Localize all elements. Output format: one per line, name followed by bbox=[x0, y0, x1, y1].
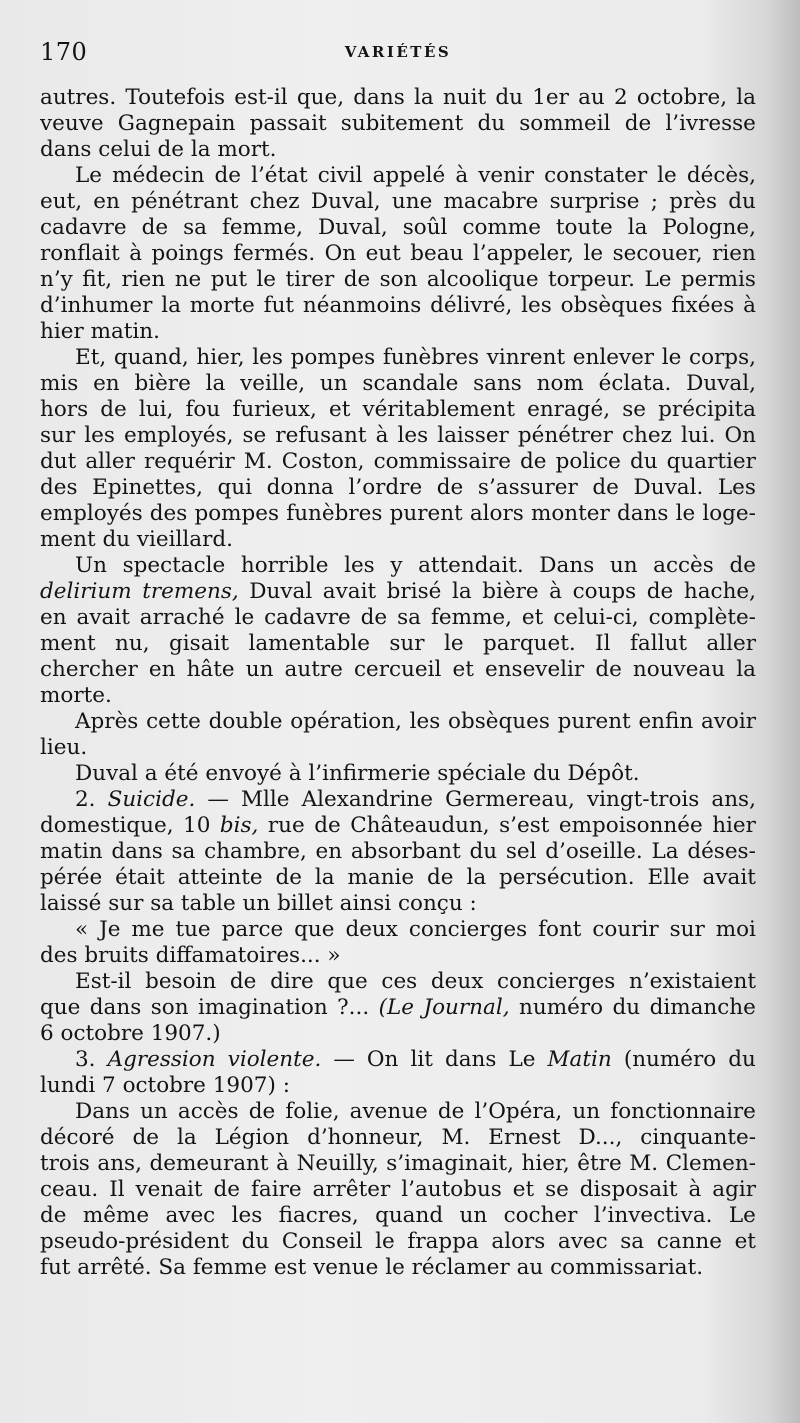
body-text bbox=[40, 85, 756, 1281]
text-line: chercher en hâte un autre cercueil et ensevelir de nouveau la bbox=[40, 657, 756, 682]
text-line: eut, en pénétrant chez Duval, une macabre surprise ; près du bbox=[40, 189, 756, 214]
text-line: trois ans, demeurant à Neuilly, s’imaginait, hier, être M. Clemen- bbox=[40, 1151, 756, 1176]
text-line: d’inhumer la morte fut néanmoins délivré, les obsèques fixées à bbox=[40, 293, 756, 318]
text-line: n’y fit, rien ne put le tirer de son alcoolique torpeur. Le permis bbox=[40, 267, 756, 292]
text-line: pseudo-président du Conseil le frappa alors avec sa canne et bbox=[40, 1229, 756, 1254]
text-line: Dans un accès de folie, avenue de l’Opéra, un fonctionnaire bbox=[75, 1099, 756, 1124]
running-head: VARIÉTÉS bbox=[344, 43, 452, 61]
text-line: delirium tremens, Duval avait brisé la bière à coups de hache, bbox=[40, 579, 756, 604]
text-line: Le médecin de l’état civil appelé à venir constater le décès, bbox=[75, 163, 756, 188]
text-line: veuve Gagnepain passait subitement du sommeil de l’ivresse bbox=[40, 111, 756, 136]
text-line: autres. Toutefois est-il que, dans la nuit du 1er au 2 octobre, la bbox=[40, 85, 756, 110]
text-line: Un spectacle horrible les y attendait. Dans un accès de bbox=[75, 553, 756, 578]
text-line: ment du vieillard. bbox=[40, 527, 233, 552]
text-line: Après cette double opération, les obsèques purent enfin avoir bbox=[75, 709, 756, 734]
text-line: lieu. bbox=[40, 735, 88, 760]
text-line: de même avec les fiacres, quand un cocher l’invectiva. Le bbox=[40, 1203, 756, 1228]
text-line: 2. Suicide. — Mlle Alexandrine Germereau, vingt-trois ans, bbox=[75, 787, 756, 812]
text-line: 3. Agression violente. — On lit dans Le Matin (numéro du bbox=[75, 1047, 756, 1072]
text-line: Est-il besoin de dire que ces deux concierges n’existaient bbox=[75, 969, 756, 994]
text-line: hors de lui, fou furieux, et véritablement enragé, se précipita bbox=[40, 397, 756, 422]
text-line: décoré de la Légion d’honneur, M. Ernest D..., cinquante- bbox=[40, 1125, 756, 1150]
text-line: cadavre de sa femme, Duval, soûl comme toute la Pologne, bbox=[40, 215, 756, 240]
text-line: lundi 7 octobre 1907) : bbox=[40, 1073, 290, 1098]
text-line: des Epinettes, qui donna l’ordre de s’assurer de Duval. Les bbox=[40, 475, 756, 500]
text-line: morte. bbox=[40, 683, 112, 708]
text-line: ceau. Il venait de faire arrêter l’autobus et se disposait à agir bbox=[40, 1177, 756, 1202]
text-line: hier matin. bbox=[40, 319, 160, 344]
text-line: ronflait à poings fermés. On eut beau l’appeler, le secouer, rien bbox=[40, 241, 756, 266]
text-line: 6 octobre 1907.) bbox=[40, 1021, 221, 1046]
text-line: dut aller requérir M. Coston, commissaire de police du quartier bbox=[40, 449, 756, 474]
text-line: pérée était atteinte de la manie de la persécution. Elle avait bbox=[40, 865, 756, 890]
text-line: Duval a été envoyé à l’infirmerie spéciale du Dépôt. bbox=[75, 761, 640, 786]
text-line: mis en bière la veille, un scandale sans nom éclata. Duval, bbox=[40, 371, 756, 396]
text-line: ment nu, gisait lamentable sur le parquet. Il fallut aller bbox=[40, 631, 756, 656]
text-line: laissé sur sa table un billet ainsi conçu : bbox=[40, 891, 477, 916]
text-line: matin dans sa chambre, en absorbant du sel d’oseille. La déses- bbox=[40, 839, 756, 864]
text-line: Et, quand, hier, les pompes funèbres vinrent enlever le corps, bbox=[75, 345, 756, 370]
text-line: fut arrêté. Sa femme est venue le réclamer au commissariat. bbox=[40, 1255, 704, 1280]
text-line: domestique, 10 bis, rue de Châteaudun, s’est empoisonnée hier bbox=[40, 813, 756, 838]
text-line: « Je me tue parce que deux concierges font courir sur moi bbox=[75, 917, 756, 942]
text-line: employés des pompes funèbres purent alors monter dans le loge- bbox=[40, 501, 756, 526]
page-number: 170 bbox=[40, 38, 88, 66]
text-line: en avait arraché le cadavre de sa femme, et celui-ci, complète- bbox=[40, 605, 756, 630]
text-line: des bruits diffamatoires... » bbox=[40, 943, 341, 968]
text-line: dans celui de la mort. bbox=[40, 137, 277, 162]
text-line: sur les employés, se refusant à les laisser pénétrer chez lui. On bbox=[40, 423, 756, 448]
text-line: que dans son imagination ?... (Le Journal, numéro du dimanche bbox=[40, 995, 756, 1020]
page-header bbox=[40, 38, 756, 70]
